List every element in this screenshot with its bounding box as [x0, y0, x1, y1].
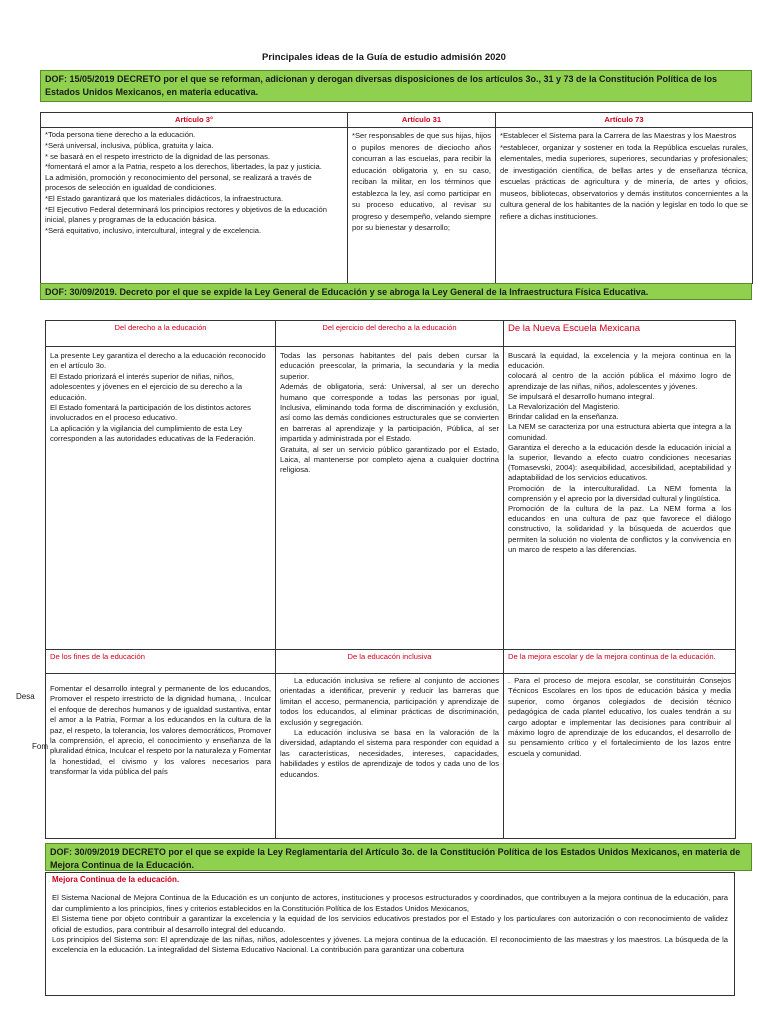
- side-fragment-desa: Desa: [16, 692, 35, 701]
- mejora-escolar-content: [504, 674, 736, 839]
- list-item: La educación inclusiva se basa en la valoración de la diversidad, adaptando el sistema para responder con equidad a las características, necesidades, intereses, capacidades, habilidades y estilos de aprendizaje de todos y cada uno de los educandos.: [280, 728, 499, 779]
- header-fines-educacion: De los fines de la educación: [46, 650, 276, 674]
- list-item: *Será universal, inclusiva, pública, gratuita y laica.: [45, 141, 214, 150]
- articulo-31-content: [348, 128, 496, 284]
- list-item: La educación inclusiva se refiere al conjunto de acciones orientadas a identificar, prevenir y reducir las barreras que limitan el acceso, permanencia, participación y aprendizaje de todos los educandos, al eliminar prácticas de discriminación, exclusión y segregación.: [280, 676, 499, 727]
- list-item: El Sistema Nacional de Mejora Continua de la Educación es un conjunto de actores, instituciones y procesos estructurados y coordinados, que contribuyen a la mejora continua de la educación, para dar cumplimiento a los principios, fines y criterios establecidos en la Constitución Política de los Estados Unidos Mexicanos,: [52, 893, 728, 913]
- articulo-73-content: [496, 128, 753, 284]
- list-item: Promoción de la interculturalidad. La NEM fomenta la comprensión y el aprecio por la diversidad cultural y lingüística.: [508, 483, 731, 503]
- list-item: *Será equitativo, inclusivo, intercultural, integral y de excelencia.: [45, 225, 262, 235]
- list-item: El Estado priorizará el interés superior de niñas, niños, adolescentes y jóvenes en el ejercicio de su derecho a la educación.: [50, 371, 243, 402]
- side-fragment-fom: Fom: [32, 742, 48, 751]
- articulo-3-content: [41, 128, 348, 284]
- list-item: La presente Ley garantiza el derecho a la educación reconocido en el artículo 3o.: [50, 351, 266, 371]
- list-item: Buscará la equidad, la excelencia y la mejora continua en la educación.: [508, 351, 731, 371]
- dof-banner-lge: DOF: 30/09/2019. Decreto por el que se expide la Ley General de Educación y se abroga la Ley General de la Infraestructura Física Educativa.: [40, 283, 752, 300]
- header-articulo-3: Artículo 3°: [41, 113, 348, 128]
- mejora-continua-section: [45, 872, 735, 996]
- list-item: Los principios del Sistema son: El aprendizaje de las niñas, niños, adolescentes y jóvenes. La mejora continua de la educación. El reconocimiento de las maestras y los maestros. La búsqueda de la excelencia en la educación. La integralidad del Sistema Educativo Nacional. La contribución para garantizar una cobertura: [52, 935, 728, 955]
- list-item: La admisión, promoción y reconocimiento del personal, se realizará a través de procesos de selección en igualdad de condiciones.: [45, 172, 312, 193]
- list-item: La aplicación y la vigilancia del cumplimiento de esta Ley corresponden a las autoridades educativas de la Federación.: [50, 423, 256, 444]
- list-item: *Establecer el Sistema para la Carrera de las Maestras y los Maestros: [500, 131, 737, 141]
- list-item: *El Ejecutivo Federal determinará los principios rectores y objetivos de la educación inicial, planes y programas de la educación básica.: [45, 204, 327, 225]
- list-item: Fomentar el desarrollo integral y permanente de los educandos, Promover el respeto irrestricto de la dignidad humana, . Inculcar el enfoque de derechos humanos y de igualdad sustantiva, entar el amor a la Patria, Formar a los educandos en la cultura de la paz, el respeto, la tolerancia, los valores democráticos, Promover la comprensión, el aprecio, el conocimiento y enseñanza de la pluralidad étnica, Inculcar el respeto por la naturaleza y Fomentar la honestidad, el civismo y los valores necesarios para transformar la vida pública del país: [50, 684, 271, 777]
- list-item: colocará al centro de la acción pública el máximo logro de aprendizaje de las niñas, niños, adolescentes y jóvenes.: [508, 371, 731, 391]
- header-articulo-31: Artículo 31: [348, 113, 496, 128]
- educacion-inclusiva-content: [276, 674, 504, 839]
- nueva-escuela-content: [504, 347, 736, 650]
- dof-banner-reform: DOF: 15/05/2019 DECRETO por el que se reforman, adicionan y derogan diversas disposiciones de los artículos 3o., 31 y 73 de la Constitución Política de los Estados Unidos Mexicanos, en materia educativa.: [40, 70, 752, 102]
- header-mejora-escolar: De la mejora escolar y de la mejora continua de la educación.: [504, 650, 736, 674]
- lge-table: [45, 320, 736, 839]
- list-item: Se impulsará el desarrollo humano integral.: [508, 391, 655, 401]
- page-title: Principales ideas de la Guía de estudio admisión 2020: [262, 52, 506, 63]
- list-item: Todas las personas habitantes del país deben cursar la educación preescolar, la primaria, la secundaria y la media superior.: [280, 351, 499, 381]
- list-item: Garantiza el derecho a la educación desde la educación inicial a la superior, llevando a efecto cuatro condiciones necesarias (Tomasevski, 2004): asequibilidad, accesibilidad, aceptabilidad y adaptabilidad de los servicios educativos.: [508, 442, 731, 483]
- header-nueva-escuela: De la Nueva Escuela Mexicana: [504, 321, 736, 347]
- list-item: . Para el proceso de mejora escolar, se constituirán Consejos Técnicos Escolares en los tipos de educación básica y media superior, como órganos colegiados de decisión técnico pedagógica de cada plantel educativo, los cuales tendrán a su cargo adoptar e implementar las decisiones para contribuir al máximo logro de aprendizaje de los educandos, el desarrollo de su pensamiento crítico y el fortalecimiento de los lazos entre escuela y comunidad.: [508, 676, 731, 758]
- list-item: *Ser responsables de que sus hijas, hijos o pupilos menores de dieciocho años concurran a las escuelas, para recibir la educación obligatoria y, en su caso, reciban la militar, en los términos que establezca la ley, así como participar en su proceso educativo, al revisar su progreso y desempeño, velando siempre por su bienestar y desarrollo;: [352, 131, 491, 233]
- ejercicio-derecho-content: [276, 347, 504, 650]
- list-item: La Revalorización del Magisterio.: [508, 402, 620, 412]
- list-item: Promoción de la cultura de la paz. La NEM forma a los educandos en una cultura de paz que favorece el diálogo constructivo, la solidaridad y la búsqueda de acuerdos que permiten la solución no violenta de conflictos y la convivencia en un marco de respeto a las diferencias.: [508, 504, 731, 554]
- header-derecho-educacion: Del derecho a la educación: [46, 321, 276, 347]
- dof-banner-mejora: DOF: 30/09/2019 DECRETO por el que se expide la Ley Reglamentaria del Artículo 3o. de la Constitución Política de los Estados Unidos Mexicanos, en materia de Mejora Continua de la Educación.: [45, 843, 752, 871]
- derecho-educacion-content: [46, 347, 276, 650]
- list-item: Además de obligatoria, será: Universal, al ser un derecho humano que corresponde a todas las personas por igual, Inclusiva, eliminando toda forma de discriminación y exclusión, así como las demás condiciones estructurales que se convierten en barreras al aprendizaje y la participación, Pública, al ser impartida y administrada por el Estado.: [280, 382, 499, 444]
- header-articulo-73: Artículo 73: [496, 113, 753, 128]
- list-item: Brindar calidad en la enseñanza.: [508, 412, 619, 422]
- list-item: *fomentará el amor a la Patria, respeto a los derechos, libertades, la paz y justicia.: [45, 162, 322, 172]
- list-item: * se basará en el respeto irrestricto de la dignidad de las personas.: [45, 151, 270, 161]
- fines-educacion-content: [46, 674, 276, 839]
- list-item: Gratuita, al ser un servicio público garantizado por el Estado, Laica, al mantenerse por completo ajena a cualquier doctrina religiosa.: [280, 444, 499, 475]
- list-item: El Estado fomentará la participación de los distintos actores involucrados en el proceso educativo.: [50, 403, 251, 423]
- list-item: *establecer, organizar y sostener en toda la República escuelas rurales, elementales, media superiores, superiores, secundarias y profesionales; de investigación científica, de bellas artes y de enseñanza técnica, escuelas prácticas de agricultura y de minería, de artes y oficios, museos, bibliotecas, observatorios y demás institutos concernientes a la cultura general de los habitantes de la nación y legislar en todo lo que se refiere a dichas instituciones.: [500, 142, 748, 221]
- list-item: La NEM se caracteriza por una estructura abierta que integra a la comunidad.: [508, 422, 731, 442]
- mejora-continua-header: Mejora Continua de la educación.: [52, 875, 180, 884]
- list-item: El Sistema tiene por objeto contribuir a garantizar la excelencia y la equidad de los servicios educativos prestados por el Estado y los particulares con autorización o con reconocimiento de validez oficial de estudios, para contribuir al desarrollo integral del educando.: [52, 914, 728, 934]
- list-item: *Toda persona tiene derecho a la educación.: [45, 130, 196, 140]
- list-item: *El Estado garantizará que los materiales didácticos, la infraestructura.: [45, 193, 284, 203]
- articles-table: [40, 112, 753, 284]
- header-educacion-inclusiva: De la educacón inclusiva: [276, 650, 504, 674]
- header-ejercicio-derecho: Del ejercicio del derecho a la educación: [276, 321, 504, 347]
